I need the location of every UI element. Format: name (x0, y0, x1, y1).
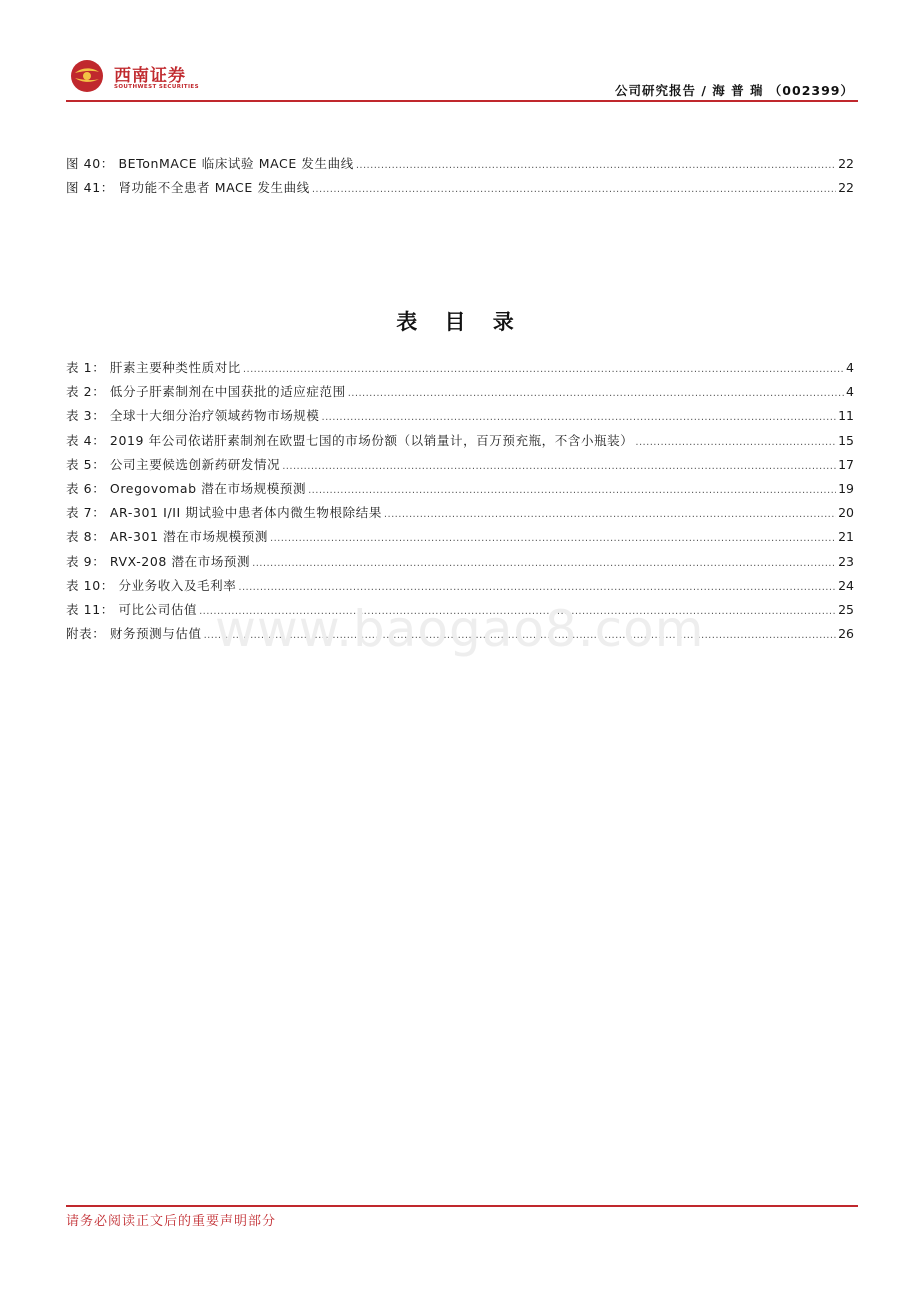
toc-entry[interactable] (66, 154, 854, 178)
toc-leader-dots (635, 437, 836, 448)
toc-leader-dots (312, 184, 836, 195)
tables-section-title: 表 目 录 (396, 309, 524, 334)
footer-divider (66, 1205, 858, 1207)
toc-entry-page: 17 (838, 456, 854, 472)
toc-leader-dots (348, 388, 844, 399)
toc-leader-dots (384, 509, 836, 520)
toc-entry[interactable] (66, 431, 854, 455)
swsc-logo-icon (70, 59, 104, 93)
header-divider (66, 100, 858, 102)
toc-leader-dots (322, 412, 837, 423)
toc-entry-page: 15 (838, 432, 854, 448)
toc-entry-page: 26 (838, 626, 854, 642)
toc-entry-page: 20 (838, 505, 854, 521)
toc-entry-page: 24 (838, 577, 854, 593)
toc-entry-label: 表 11： 可比公司估值 (66, 601, 198, 617)
toc-leader-dots (252, 558, 836, 569)
logo-chinese-name: 西南证券 (114, 66, 186, 86)
toc-entry[interactable] (66, 455, 854, 479)
toc-entry-label: 表 10： 分业务收入及毛利率 (66, 577, 237, 593)
toc-entry-page: 21 (838, 529, 854, 545)
toc-entry-page: 22 (838, 180, 854, 196)
figures-toc (66, 154, 854, 202)
toc-entry-label: 表 8： AR-301 潜在市场规模预测 (66, 529, 268, 545)
toc-leader-dots (238, 582, 836, 593)
toc-entry-page: 23 (838, 553, 854, 569)
toc-leader-dots (270, 533, 836, 544)
toc-entry-page: 11 (838, 408, 854, 424)
toc-entry-label: 附表： 财务预测与估值 (66, 626, 202, 642)
logo-english-name: SOUTHWEST SECURITIES (114, 84, 199, 90)
toc-leader-dots (282, 461, 836, 472)
page-header (66, 52, 858, 102)
toc-entry-page: 4 (846, 360, 854, 375)
toc-entry-label: 图 40： BETonMACE 临床试验 MACE 发生曲线 (66, 156, 354, 171)
toc-entry-label: 表 9： RVX-208 潜在市场预测 (66, 553, 251, 569)
report-title: 公司研究报告 / 海 普 瑞 （002399） (614, 83, 854, 98)
toc-entry-page: 22 (838, 156, 854, 171)
toc-entry-label: 表 7： AR-301 I/II 期试验中患者体内微生物根除结果 (66, 505, 382, 521)
toc-entry-label: 表 4： 2019 年公司依诺肝素制剂在欧盟七国的市场份额（以销量计，百万预充瓶，不含小瓶装） (66, 432, 634, 448)
toc-entry[interactable] (66, 178, 854, 202)
toc-entry[interactable] (66, 358, 854, 382)
toc-entry[interactable] (66, 406, 854, 430)
toc-entry-page: 4 (846, 384, 854, 400)
toc-entry[interactable] (66, 527, 854, 551)
footer-disclaimer-notice: 请务必阅读正文后的重要声明部分 (66, 1214, 277, 1229)
toc-entry-label: 图 41： 肾功能不全患者 MACE 发生曲线 (66, 180, 310, 196)
toc-leader-dots (356, 160, 836, 171)
toc-leader-dots (243, 364, 844, 375)
toc-entry-page: 19 (838, 480, 854, 496)
toc-entry-page: 25 (838, 601, 854, 617)
toc-entry[interactable] (66, 552, 854, 576)
toc-entry-label: 表 6： Oregovomab 潜在市场规模预测 (66, 480, 307, 496)
toc-entry[interactable] (66, 382, 854, 406)
toc-entry-label: 表 5： 公司主要候选创新药研发情况 (66, 456, 281, 472)
toc-entry[interactable] (66, 576, 854, 600)
toc-leader-dots (308, 485, 836, 496)
toc-entry[interactable] (66, 503, 854, 527)
toc-entry[interactable] (66, 479, 854, 503)
watermark: www.baogao8.com (215, 600, 705, 658)
toc-entry-label: 表 3： 全球十大细分治疗领域药物市场规模 (66, 408, 320, 424)
toc-entry-label: 表 2： 低分子肝素制剂在中国获批的适应症范围 (66, 384, 346, 400)
company-logo (66, 55, 226, 97)
toc-entry-label: 表 1： 肝素主要种类性质对比 (66, 360, 241, 375)
